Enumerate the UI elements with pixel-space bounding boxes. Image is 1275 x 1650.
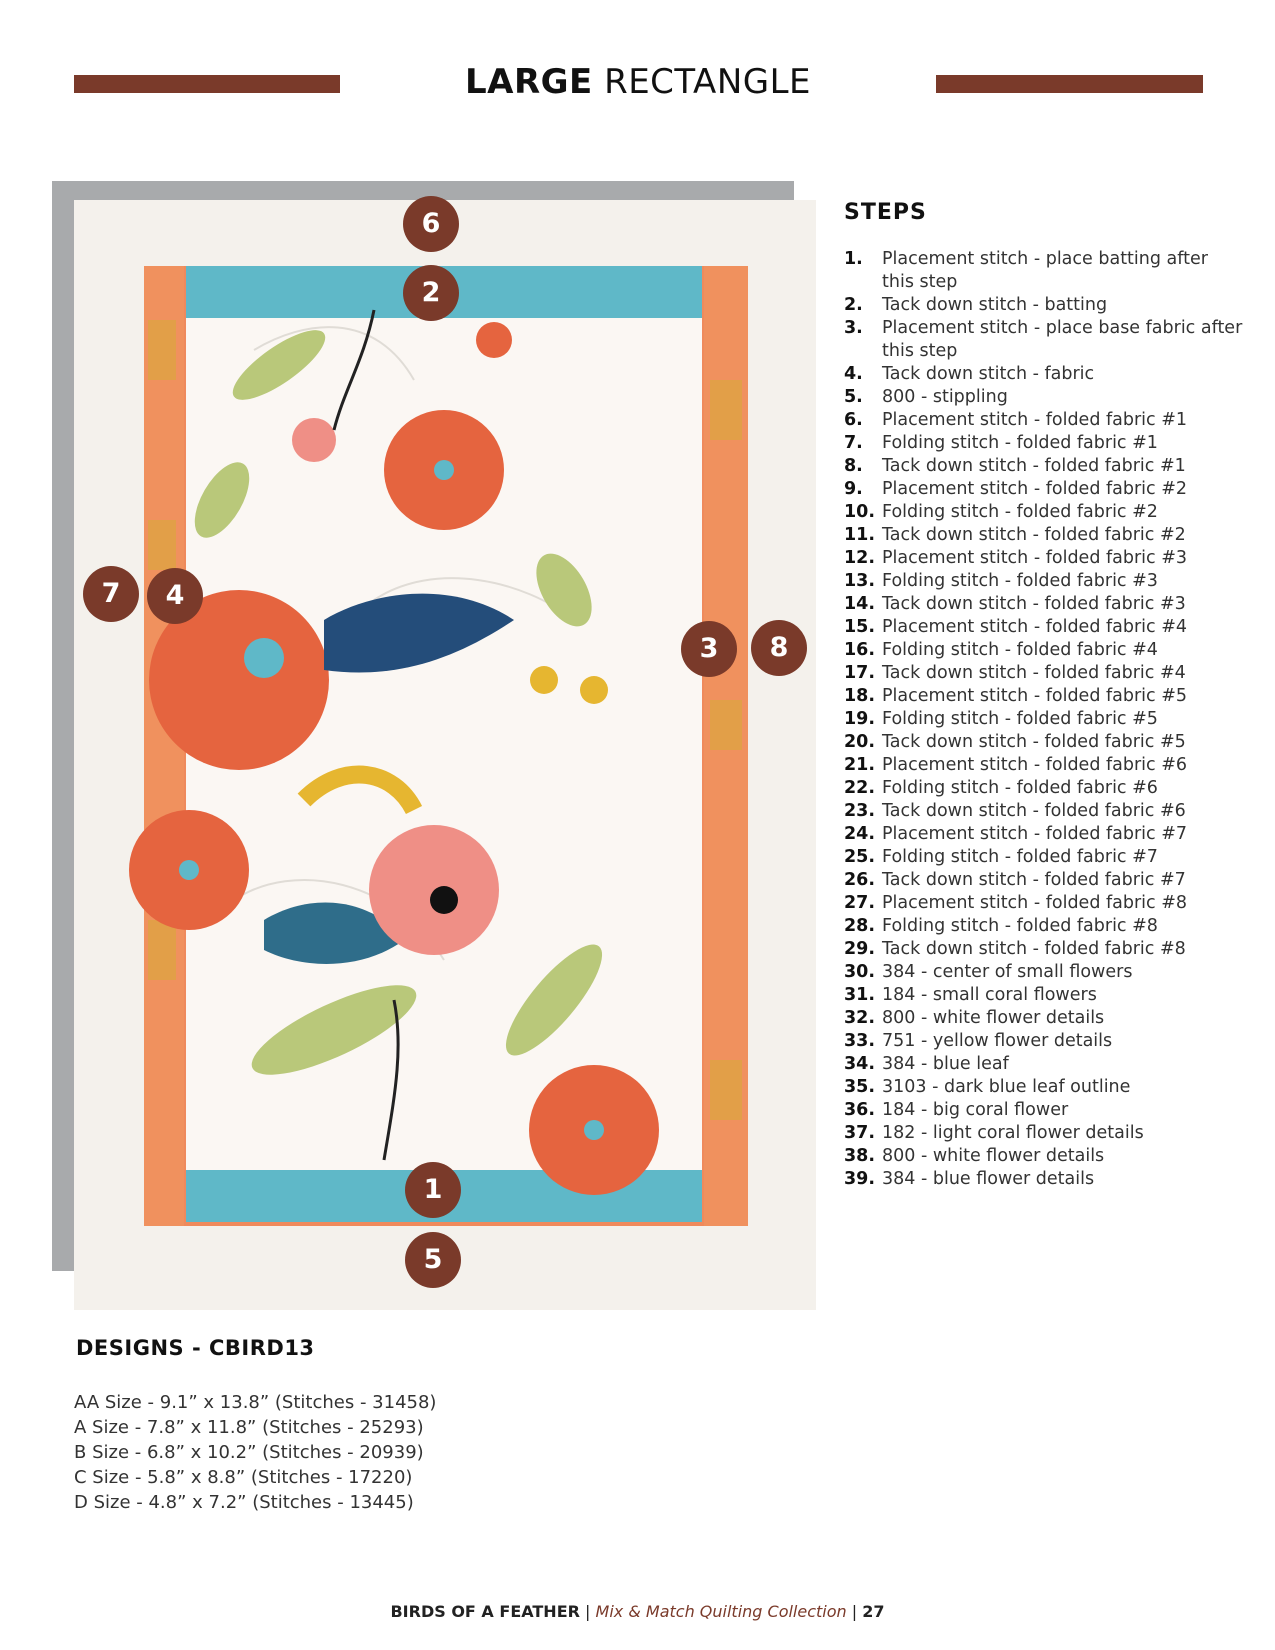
step-text: Tack down stitch - fabric	[882, 364, 1095, 384]
step-text: 800 - stippling	[882, 387, 1008, 407]
steps-heading: STEPS	[844, 200, 927, 225]
step-text: 184 - big coral flower	[882, 1100, 1069, 1120]
page-number: 27	[862, 1602, 885, 1621]
step-text: Tack down stitch - folded fabric #3	[882, 594, 1186, 614]
quilt-illustration	[74, 200, 816, 1310]
step-number: 19.	[844, 709, 876, 729]
step-text: Folding stitch - folded fabric #4	[882, 640, 1158, 660]
step-item	[844, 892, 1244, 915]
step-text: Placement stitch - folded fabric #6	[882, 755, 1188, 775]
footer-separator-2: |	[851, 1602, 858, 1621]
step-number: 8.	[844, 456, 863, 476]
designs-heading: DESIGNS - CBIRD13	[76, 1336, 315, 1360]
step-number: 7.	[844, 433, 863, 453]
page-title-bold: LARGE	[464, 62, 593, 102]
step-number: 17.	[844, 663, 876, 683]
design-size-item: A Size - 7.8” x 11.8” (Stitches - 25293)	[74, 1417, 424, 1438]
footer-collection: BIRDS OF A FEATHER	[390, 1602, 580, 1621]
step-item	[844, 455, 1244, 478]
step-number: 37.	[844, 1123, 876, 1143]
step-marker-1: 1	[405, 1162, 461, 1218]
step-marker-4: 4	[147, 568, 203, 624]
step-marker-2: 2	[403, 265, 459, 321]
step-number: 25.	[844, 847, 876, 867]
step-number: 22.	[844, 778, 876, 798]
step-item	[844, 478, 1244, 501]
step-number: 32.	[844, 1008, 876, 1028]
step-text: Placement stitch - folded fabric #5	[882, 686, 1188, 706]
step-text: Tack down stitch - folded fabric #4	[882, 663, 1186, 683]
step-number: 13.	[844, 571, 876, 591]
step-item	[844, 639, 1244, 662]
step-item	[844, 869, 1244, 892]
step-item	[844, 363, 1244, 386]
step-item	[844, 1007, 1244, 1030]
step-item	[844, 294, 1244, 317]
header-rule-right	[936, 75, 1203, 93]
step-number: 39.	[844, 1169, 876, 1189]
step-text: 384 - blue leaf	[882, 1054, 1009, 1074]
step-text: 384 - center of small flowers	[882, 962, 1133, 982]
step-text: Placement stitch - folded fabric #8	[882, 893, 1188, 913]
step-number: 30.	[844, 962, 876, 982]
step-text: 3103 - dark blue leaf outline	[882, 1077, 1131, 1097]
step-item	[844, 524, 1244, 547]
step-item	[844, 984, 1244, 1007]
step-item	[844, 317, 1244, 363]
step-number: 2.	[844, 295, 863, 315]
step-item	[844, 938, 1244, 961]
step-number: 26.	[844, 870, 876, 890]
step-text: 751 - yellow flower details	[882, 1031, 1113, 1051]
step-number: 9.	[844, 479, 863, 499]
step-text: 800 - white flower details	[882, 1146, 1105, 1166]
step-number: 1.	[844, 249, 863, 269]
step-item	[844, 777, 1244, 800]
step-text: Folding stitch - folded fabric #6	[882, 778, 1158, 798]
design-size-item: B Size - 6.8” x 10.2” (Stitches - 20939)	[74, 1442, 424, 1463]
step-number: 35.	[844, 1077, 876, 1097]
step-text: Placement stitch - folded fabric #7	[882, 824, 1188, 844]
step-text: Placement stitch - folded fabric #1	[882, 410, 1188, 430]
step-number: 12.	[844, 548, 876, 568]
step-text: Placement stitch - folded fabric #4	[882, 617, 1188, 637]
step-number: 36.	[844, 1100, 876, 1120]
step-text: Folding stitch - folded fabric #8	[882, 916, 1158, 936]
step-item	[844, 409, 1244, 432]
step-item	[844, 1145, 1244, 1168]
step-item	[844, 432, 1244, 455]
step-text: Tack down stitch - folded fabric #5	[882, 732, 1186, 752]
step-number: 5.	[844, 387, 863, 407]
quilt-photo	[74, 200, 816, 1310]
step-number: 3.	[844, 318, 863, 338]
step-text: 800 - white flower details	[882, 1008, 1105, 1028]
step-item	[844, 1168, 1244, 1191]
step-text: 184 - small coral flowers	[882, 985, 1097, 1005]
step-item	[844, 616, 1244, 639]
step-item	[844, 731, 1244, 754]
step-number: 15.	[844, 617, 876, 637]
step-number: 29.	[844, 939, 876, 959]
page-title	[340, 62, 936, 102]
step-item	[844, 248, 1244, 294]
step-number: 34.	[844, 1054, 876, 1074]
step-number: 16.	[844, 640, 876, 660]
step-item	[844, 593, 1244, 616]
steps-list	[844, 248, 1244, 1191]
step-item	[844, 1053, 1244, 1076]
step-text: Tack down stitch - folded fabric #7	[882, 870, 1186, 890]
step-number: 4.	[844, 364, 863, 384]
step-text: Tack down stitch - batting	[882, 295, 1108, 315]
step-number: 10.	[844, 502, 876, 522]
step-item	[844, 570, 1244, 593]
step-marker-3: 3	[681, 621, 737, 677]
step-marker-5: 5	[405, 1232, 461, 1288]
step-item	[844, 754, 1244, 777]
footer-separator: |	[585, 1602, 591, 1621]
header-rule-left	[74, 75, 340, 93]
step-number: 38.	[844, 1146, 876, 1166]
step-item	[844, 800, 1244, 823]
step-item	[844, 1122, 1244, 1145]
step-item	[844, 662, 1244, 685]
step-number: 14.	[844, 594, 876, 614]
step-item	[844, 685, 1244, 708]
step-item	[844, 708, 1244, 731]
step-number: 23.	[844, 801, 876, 821]
step-text: Placement stitch - folded fabric #3	[882, 548, 1188, 568]
page-footer	[0, 1602, 1275, 1621]
step-item	[844, 386, 1244, 409]
step-number: 33.	[844, 1031, 876, 1051]
step-item	[844, 1076, 1244, 1099]
step-marker-7: 7	[83, 566, 139, 622]
design-size-item: AA Size - 9.1” x 13.8” (Stitches - 31458)	[74, 1392, 437, 1413]
step-item	[844, 823, 1244, 846]
step-text: Tack down stitch - folded fabric #2	[882, 525, 1186, 545]
step-text: Tack down stitch - folded fabric #8	[882, 939, 1186, 959]
step-number: 21.	[844, 755, 876, 775]
step-text: Folding stitch - folded fabric #3	[882, 571, 1158, 591]
step-text: Placement stitch - folded fabric #2	[882, 479, 1188, 499]
step-item	[844, 1099, 1244, 1122]
step-number: 31.	[844, 985, 876, 1005]
footer-subtitle: Mix & Match Quilting Collection	[595, 1602, 847, 1621]
step-text: Tack down stitch - folded fabric #6	[882, 801, 1186, 821]
step-item	[844, 1030, 1244, 1053]
step-text: Tack down stitch - folded fabric #1	[882, 456, 1186, 476]
step-marker-6: 6	[403, 196, 459, 252]
step-item	[844, 547, 1244, 570]
step-number: 27.	[844, 893, 876, 913]
step-item	[844, 846, 1244, 869]
step-text: Folding stitch - folded fabric #7	[882, 847, 1158, 867]
step-text: Placement stitch - place batting after this step	[882, 249, 1208, 292]
step-number: 18.	[844, 686, 876, 706]
step-number: 28.	[844, 916, 876, 936]
step-marker-8: 8	[751, 620, 807, 676]
step-text: Folding stitch - folded fabric #5	[882, 709, 1158, 729]
design-size-item: C Size - 5.8” x 8.8” (Stitches - 17220)	[74, 1467, 413, 1488]
step-item	[844, 961, 1244, 984]
design-sizes-list	[74, 1390, 436, 1515]
design-size-item: D Size - 4.8” x 7.2” (Stitches - 13445)	[74, 1492, 414, 1513]
step-text: Folding stitch - folded fabric #2	[882, 502, 1158, 522]
step-number: 20.	[844, 732, 876, 752]
step-number: 11.	[844, 525, 876, 545]
step-text: 182 - light coral flower details	[882, 1123, 1144, 1143]
step-text: Folding stitch - folded fabric #1	[882, 433, 1158, 453]
step-text: Placement stitch - place base fabric after this step	[882, 318, 1243, 361]
step-item	[844, 915, 1244, 938]
page-title-regular: RECTANGLE	[604, 62, 812, 102]
step-number: 6.	[844, 410, 863, 430]
step-item	[844, 501, 1244, 524]
step-number: 24.	[844, 824, 876, 844]
step-text: 384 - blue flower details	[882, 1169, 1095, 1189]
